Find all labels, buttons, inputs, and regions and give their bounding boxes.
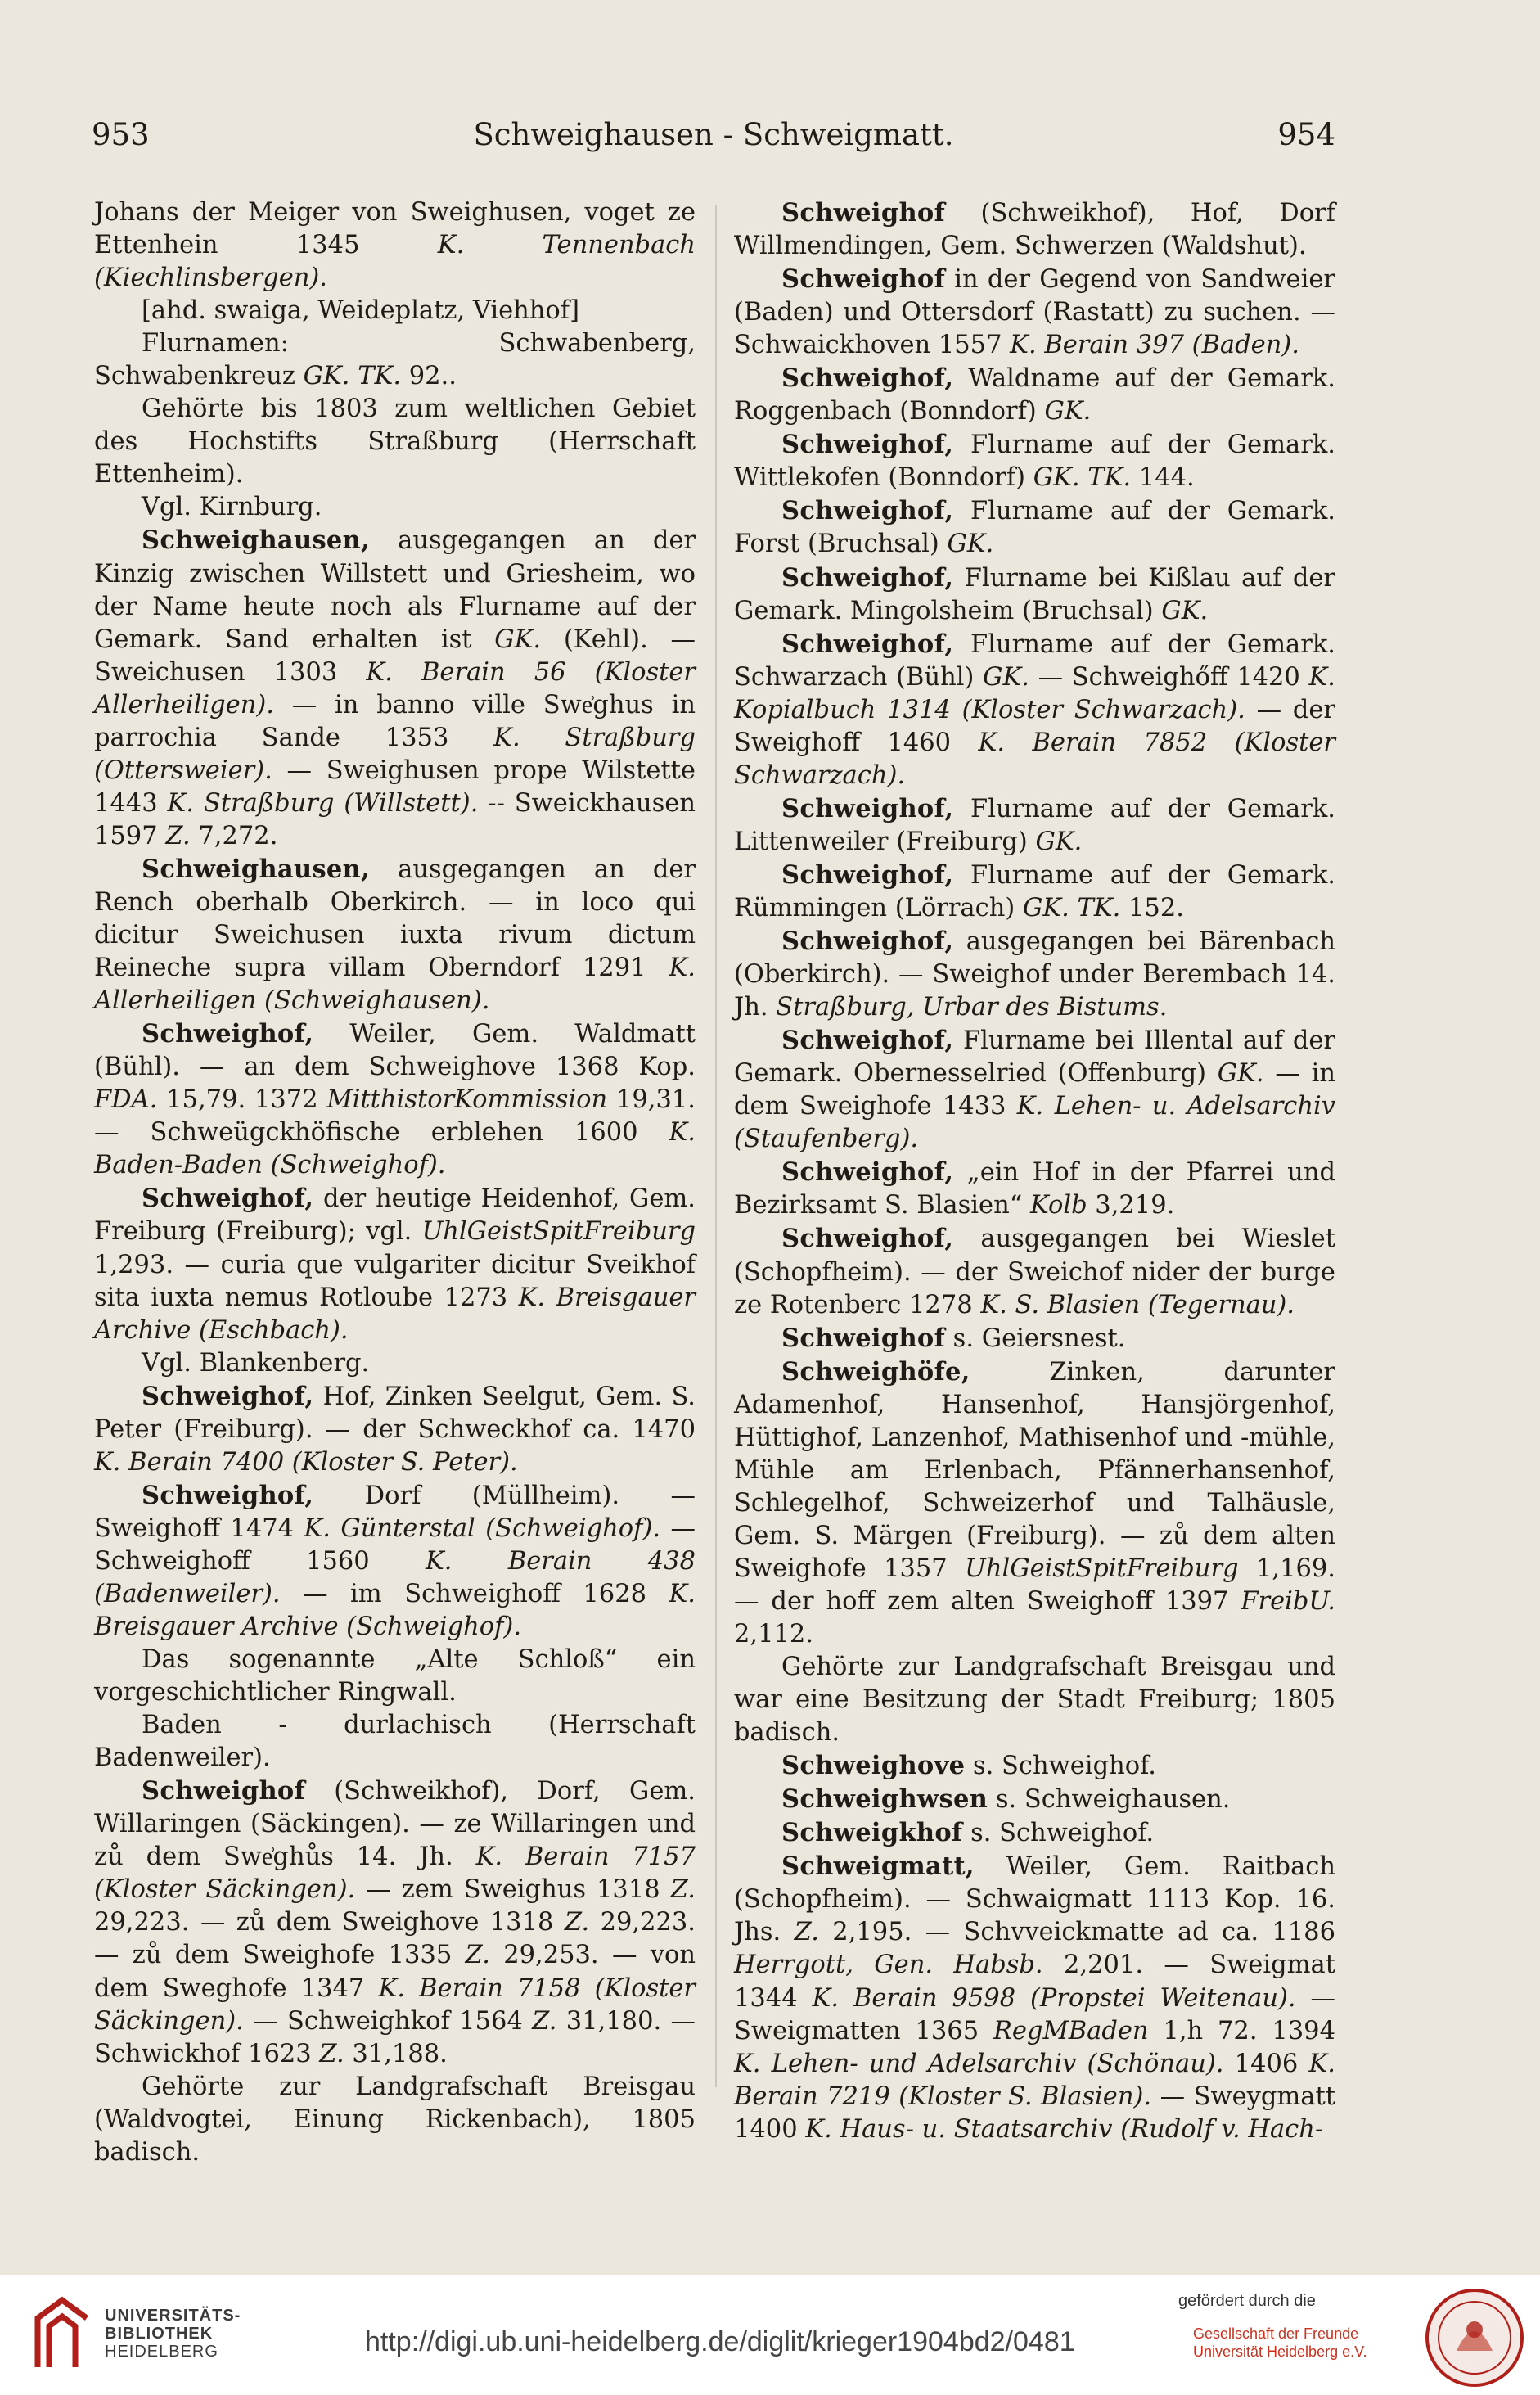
column-divider — [715, 205, 717, 2087]
running-title: Schweighausen - Schweigmatt. — [473, 117, 954, 152]
left-entry-paragraph: Johans der Meiger von Sweighusen, voget ze Ettenhein 1345 K. Tennenbach (Kiechlinsbergen). — [94, 198, 696, 293]
right-entry-paragraph: Schweighof (Schweikhof), Hof, Dorf Willmendingen, Gem. Schwerzen (Waldshut). — [734, 198, 1335, 261]
permalink-url[interactable]: http://digi.ub.uni-heidelberg.de/diglit/krieger1904bd2/0481 — [365, 2326, 1075, 2357]
right-entry-paragraph: Schweighof s. Geiersnest. — [781, 1323, 1126, 1353]
left-entry-paragraph: Baden - durlachisch (Herrschaft Badenweiler). — [94, 1711, 696, 1773]
library-name: UNIVERSITÄTS- BIBLIOTHEK HEIDELBERG — [105, 2307, 241, 2361]
right-column — [734, 196, 1335, 2146]
right-entry-paragraph: Schweighof, Waldname auf der Gemark. Roggenbach (Bonndorf) GK. — [734, 363, 1335, 426]
page-number-right: 954 — [1277, 117, 1335, 152]
right-entry-paragraph: Schweighof, Flurname auf der Gemark. Forst (Bruchsal) GK. — [734, 496, 1335, 559]
left-entry-paragraph: Schweighof, Dorf (Müllheim). — Sweighoff 1474 K. Günterstal (Schweighof). — Schweighoff 1560 K. Berain 438 (Badenweiler). — im Schweighoff 1628 K. Breisgauer Archive (Schweighof). — [94, 1480, 696, 1642]
right-entry-paragraph: Schweighof, Flurname auf der Gemark. Schwarzach (Bühl) GK. — Schweighőff 1420 K. Kopialbuch 1314 (Kloster Schwarzach). — der Sweighoff 1460 K. Berain 7852 (Kloster Schwarzach). — [734, 629, 1336, 790]
left-entry-paragraph: Schweighausen, ausgegangen an der Kinzig zwischen Willstett und Griesheim, wo der Name heute noch als Flurname auf der Gemark. Sand erhalten ist GK. (Kehl). — Sweichusen 1303 K. Berain 56 (Kloster Allerheiligen). — in banno ville Swe͗ghus in parrochia Sande 1353 K. Straßburg (Ottersweier). — Sweighusen prope Wilstette 1443 K. Straßburg (Willstett). -- Sweickhausen 1597 Z. 7,272. — [94, 525, 696, 850]
left-column — [94, 196, 696, 2169]
right-entry-paragraph: Schweighof, Flurname auf der Gemark. Wittlekofen (Bonndorf) GK. TK. 144. — [734, 430, 1335, 493]
right-entry-paragraph: Schweighof, Flurname auf der Gemark. Rümmingen (Lörrach) GK. TK. 152. — [734, 859, 1335, 922]
university-seal-icon — [1424, 2287, 1525, 2388]
right-entry-paragraph: Schweighof in der Gegend von Sandweier (Baden) und Ottersdorf (Rastatt) zu suchen. — Schwaickhoven 1557 K. Berain 397 (Baden). — [734, 264, 1335, 360]
left-entry-paragraph: Vgl. Blankenberg. — [142, 1348, 370, 1378]
right-entry-paragraph: Schweigkhof s. Schweighof. — [781, 1818, 1155, 1848]
right-entry-paragraph: Schweighof, Flurname bei Illental auf der Gemark. Obernesselried (Offenburg) GK. — in dem Sweighofe 1433 K. Lehen- u. Adelsarchiv (Staufenberg). — [734, 1026, 1335, 1154]
left-entry-paragraph: Schweighof, der heutige Heidenhof, Gem. Freiburg (Freiburg); vgl. UhlGeistSpitFreiburg 1,293. — curia que vulgariter dicitur Sveikhof sita iuxta nemus Rotloube 1273 K. Breisgauer Archive (Eschbach). — [94, 1184, 696, 1345]
left-entry-paragraph: Schweighausen, ausgegangen an der Rench oberhalb Oberkirch. — in loco qui dicitur Sweichusen iuxta rivum dictum Reineche supra villam Oberndorf 1291 K. Allerheiligen (Schweighausen). — [94, 854, 696, 1016]
left-entry-paragraph: Schweighof, Weiler, Gem. Waldmatt (Bühl). — an dem Schweighove 1368 Kop. FDA. 15,79. 1372 MitthistorKommission 19,31. — Schweügckhöfische erblehen 1600 K. Baden-Baden (Schweighof). — [94, 1019, 696, 1180]
page-header — [92, 115, 1335, 156]
right-entry-paragraph: Schweigmatt, Weiler, Gem. Raitbach (Schopfheim). — Schwaigmatt 1113 Kop. 16. Jhs. Z. 2,195. — Schvveickmatte ad ca. 1186 Herrgott, Gen. Habsb. 2,201. — Sweigmat 1344 K. Berain 9598 (Propstei Weitenau). — Sweigmatten 1365 RegMBaden 1,h 72. 1394 K. Lehen- und Adelsarchiv (Schönau). 1406 K. Berain 7219 (Kloster S. Blasien). — Sweygmatt 1400 K. Haus- u. Staatsarchiv (Rudolf v. Hach- — [734, 1852, 1335, 2144]
sponsor-name: Gesellschaft der Freunde Universität Heidelberg e.V. — [1193, 2325, 1367, 2360]
left-entry-paragraph: Das sogenannte „Alte Schloß“ ein vorgeschichtlicher Ringwall. — [94, 1645, 696, 1707]
right-entry-paragraph: Schweighof, „ein Hof in der Pfarrei und Bezirksamt S. Blasien“ Kolb 3,219. — [734, 1157, 1335, 1220]
right-entry-paragraph: Gehörte zur Landgrafschaft Breisgau und war eine Besitzung der Stadt Freiburg; 1805 badisch. — [734, 1653, 1335, 1748]
library-logo-icon — [29, 2294, 93, 2375]
left-entry-paragraph: Schweighof (Schweikhof), Dorf, Gem. Willaringen (Säckingen). — ze Willaringen und zů dem Swe͗ghůs 14. Jh. K. Berain 7157 (Kloster Säckingen). — zem Sweighus 1318 Z. 29,223. — zů dem Sweighove 1318 Z. 29,223. — zů dem Sweighofe 1335 Z. 29,253. — von dem Sweghofe 1347 K. Berain 7158 (Kloster Säckingen). — Schweighkof 1564 Z. 31,180. — Schwickhof 1623 Z. 31,188. — [94, 1776, 696, 2068]
right-entry-paragraph: Schweighöfe, Zinken, darunter Adamenhof, Hansenhof, Hansjörgenhof, Hüttighof, Lanzenhof, Mathisenhof und -mühle, Mühle am Erlenbach, Pfännerhansenhof, Schlegelhof, Schweizerhof und Talhäusle, Gem. S. Märgen (Freiburg). — zů dem alten Sweighofe 1357 UhlGeistSpitFreiburg 1,169. — der hoff zem alten Sweighoff 1397 FreibU. 2,112. — [734, 1356, 1335, 1649]
left-entry-paragraph: Vgl. Kirnburg. — [142, 493, 322, 522]
page-number-left: 953 — [92, 117, 150, 152]
left-entry-paragraph: [ahd. swaiga, Weideplatz, Viehhof] — [142, 296, 579, 326]
left-entry-paragraph: Flurnamen: Schwabenberg, Schwabenkreuz GK. TK. 92.. — [94, 329, 696, 391]
left-entry-paragraph: Gehörte zur Landgrafschaft Breisgau (Waldvogtei, Einung Rickenbach), 1805 badisch. — [94, 2072, 696, 2167]
right-entry-paragraph: Schweighof, ausgegangen bei Bärenbach (Oberkirch). — Sweighof under Berembach 14. Jh. Straßburg, Urbar des Bistums. — [734, 927, 1335, 1022]
right-entry-paragraph: Schweighof, Flurname auf der Gemark. Littenweiler (Freiburg) GK. — [734, 793, 1335, 856]
left-entry-paragraph: Schweighof, Hof, Zinken Seelgut, Gem. S. Peter (Freiburg). — der Schweckhof ca. 1470 K. Berain 7400 (Kloster S. Peter). — [94, 1381, 696, 1477]
left-entry-paragraph: Gehörte bis 1803 zum weltlichen Gebiet des Hochstifts Straßburg (Herrschaft Ettenheim). — [94, 395, 696, 489]
right-entry-paragraph: Schweighove s. Schweighof. — [781, 1751, 1156, 1781]
right-entry-paragraph: Schweighwsen s. Schweighausen. — [781, 1784, 1231, 1815]
right-entry-paragraph: Schweighof, ausgegangen bei Wieslet (Schopfheim). — der Sweichof nider der burge ze Rotenberc 1278 K. S. Blasien (Tegernau). — [734, 1224, 1335, 1319]
right-entry-paragraph: Schweighof, Flurname bei Kißlau auf der Gemark. Mingolsheim (Bruchsal) GK. — [734, 562, 1335, 625]
footer-bar — [0, 2275, 1540, 2395]
sponsor-label: gefördert durch die — [1178, 2292, 1316, 2310]
